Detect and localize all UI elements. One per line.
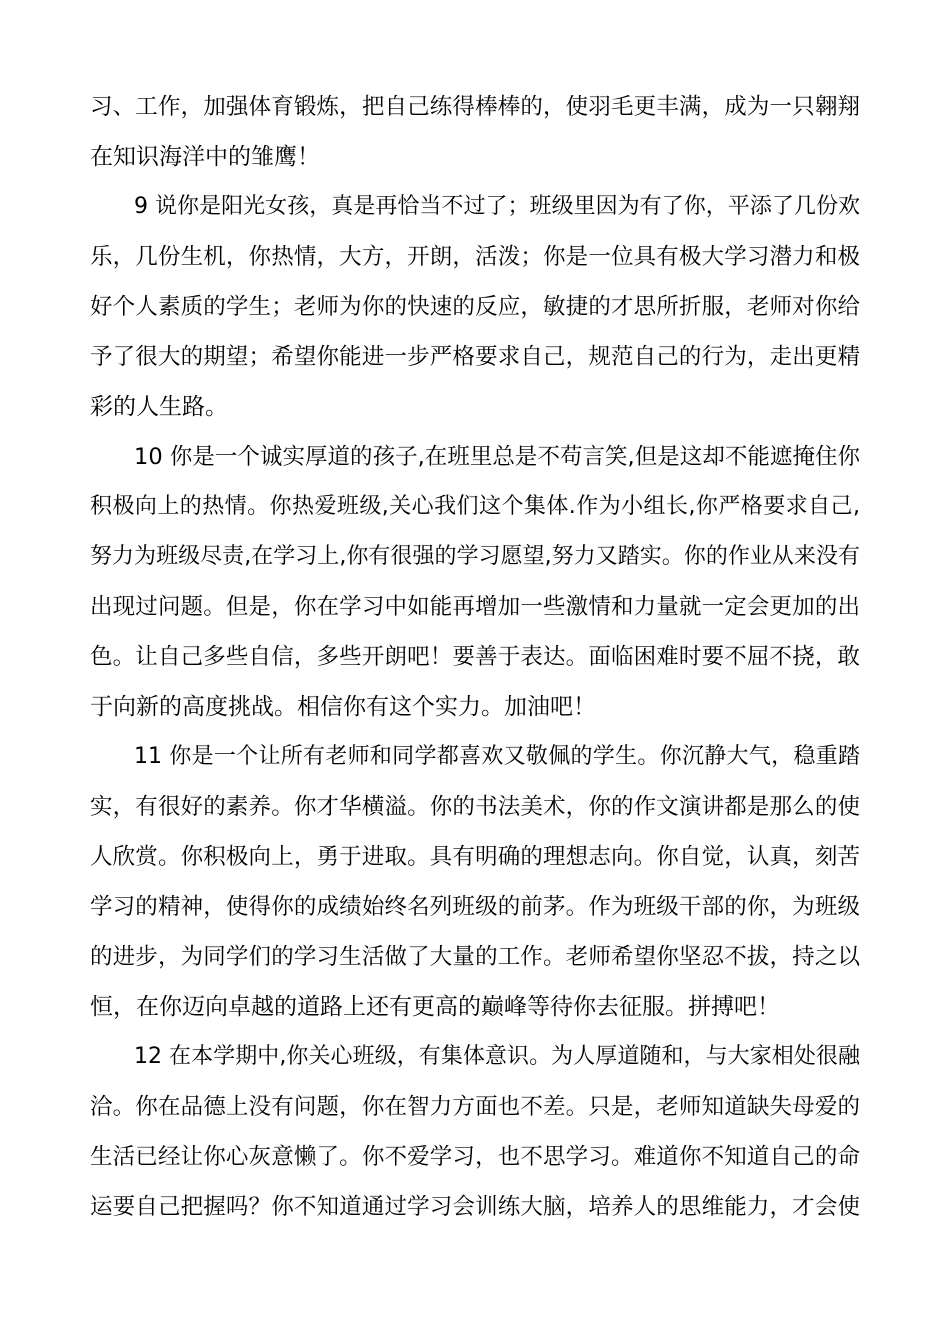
- text-line: 运要自己把握吗？你不知道通过学习会训练大脑，培养人的思维能力，才会使: [90, 1194, 860, 1220]
- text-line: 于向新的高度挑战。相信你有这个实力。加油吧！: [90, 694, 596, 720]
- text-line: 学习的精神，使得你的成绩始终名列班级的前茅。作为班级干部的你，为班级: [90, 894, 860, 920]
- text-line: 在知识海洋中的雏鹰！: [90, 144, 320, 170]
- text-line: 乐，几份生机，你热情，大方，开朗，活泼；你是一位具有极大学习潜力和极: [90, 244, 860, 270]
- text-line: 积极向上的热情。你热爱班级,关心我们这个集体.作为小组长,你严格要求自己,: [90, 494, 860, 519]
- text-line: 予了很大的期望；希望你能进一步严格要求自己，规范自己的行为，走出更精: [90, 344, 860, 370]
- text-line: 的进步，为同学们的学习生活做了大量的工作。老师希望你坚忍不拔，持之以: [90, 944, 860, 970]
- text-line: 12 在本学期中,你关心班级，有集体意识。为人厚道随和，与大家相处很融: [134, 1044, 860, 1069]
- text-line: 洽。你在品德上没有问题，你在智力方面也不差。只是，老师知道缺失母爱的: [90, 1094, 860, 1120]
- text-line: 10 你是一个诚实厚道的孩子,在班里总是不苟言笑,但是这却不能遮掩住你: [134, 444, 860, 470]
- text-line: 生活已经让你心灰意懒了。你不爱学习，也不思学习。难道你不知道自己的命: [90, 1144, 860, 1170]
- text-line: 实，有很好的素养。你才华横溢。你的书法美术，你的作文演讲都是那么的使: [90, 794, 860, 820]
- text-line: 好个人素质的学生；老师为你的快速的反应，敏捷的才思所折服，老师对你给: [90, 294, 860, 320]
- text-line: 习、工作，加强体育锻炼，把自己练得棒棒的，使羽毛更丰满，成为一只翱翔: [90, 94, 860, 120]
- text-line: 人欣赏。你积极向上，勇于进取。具有明确的理想志向。你自觉，认真，刻苦: [90, 844, 860, 870]
- text-line: 色。让自己多些自信，多些开朗吧！要善于表达。面临困难时要不屈不挠，敢: [90, 644, 860, 670]
- text-line: 恒，在你迈向卓越的道路上还有更高的巅峰等待你去征服。拼搏吧！: [90, 994, 780, 1020]
- text-line: 11 你是一个让所有老师和同学都喜欢又敬佩的学生。你沉静大气，稳重踏: [134, 744, 860, 769]
- text-line: 9 说你是阳光女孩，真是再恰当不过了；班级里因为有了你，平添了几份欢: [134, 194, 860, 219]
- text-line: 出现过问题。但是，你在学习中如能再增加一些激情和力量就一定会更加的出: [90, 594, 860, 620]
- text-line: 彩的人生路。: [90, 394, 228, 420]
- text-line: 努力为班级尽责,在学习上,你有很强的学习愿望,努力又踏实。你的作业从来没有: [90, 544, 860, 569]
